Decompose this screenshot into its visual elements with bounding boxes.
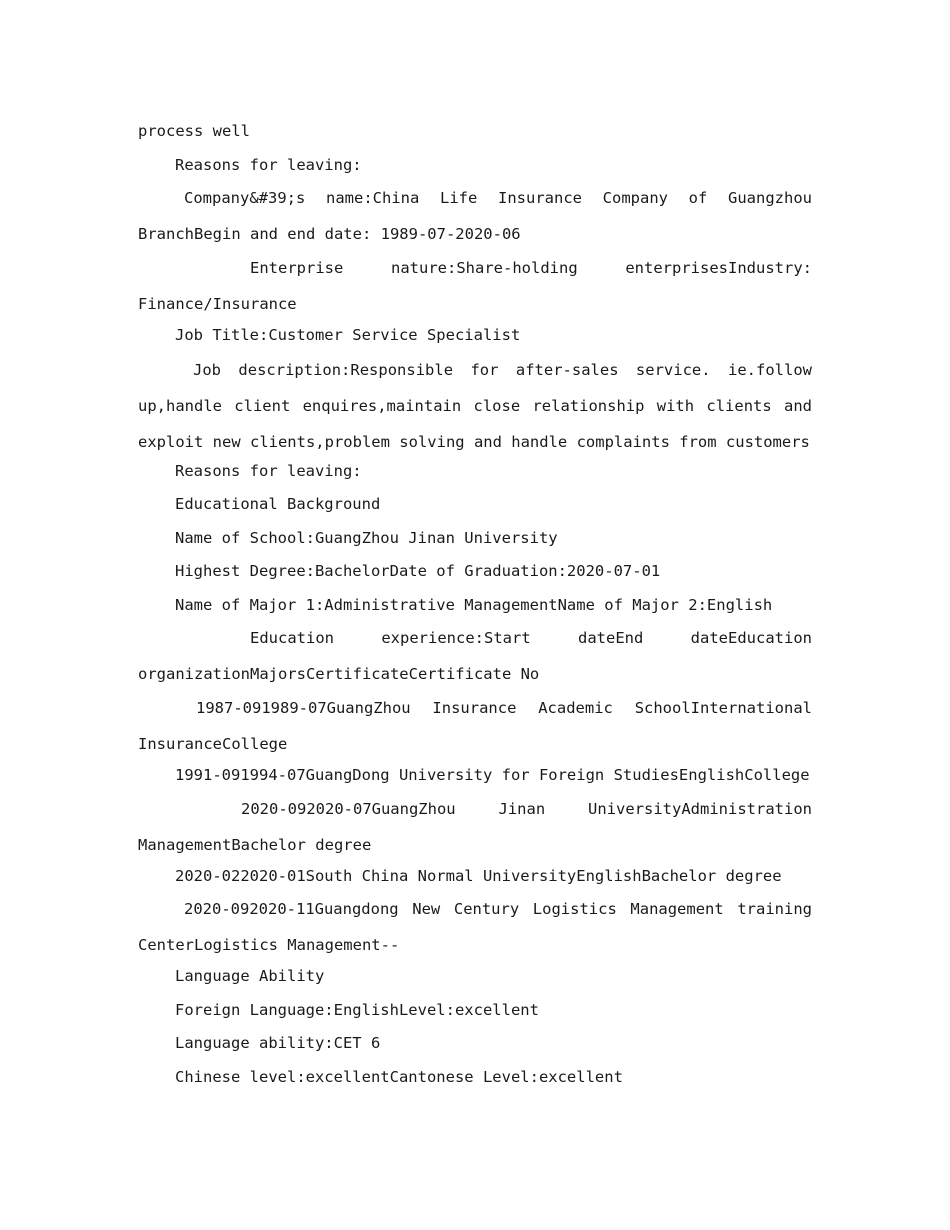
education-entry: 1987-091989-07GuangZhou Insurance Academic SchoolInternational InsuranceCollege [138,699,812,753]
enterprise-nature-paragraph: Enterprise nature:Share-holding enterprisesIndustry: Finance/Insurance [138,259,812,313]
education-entry: 2020-022020-01South China Normal UniversityEnglishBachelor degree [175,866,782,885]
language-ability-line: Language ability:CET 6 [175,1034,381,1052]
job-description-paragraph: Job description:Responsible for after-sales service. ie.follow up,handle client enquires,maintain close relationship with clients and exploit new clients,problem solving and handle complaints from customers [138,360,812,451]
text-line: process well [138,122,250,140]
school-name-line: Name of School:GuangZhou Jinan University [175,528,558,547]
chinese-level-line: Chinese level:excellentCantonese Level:excellent [175,1067,623,1086]
reasons-for-leaving-label: Reasons for leaving: [175,155,362,174]
education-experience-header: Education experience:Start dateEnd dateEducation organizationMajorsCertificateCertificate No [138,629,812,683]
job-title-line: Job Title:Customer Service Specialist [175,326,521,344]
section-heading-education: Educational Background [175,495,381,513]
document-page [138,118,812,1097]
company-name-paragraph: Company&#39;s name:China Life Insurance Company of Guangzhou BranchBegin and end date: 1989-07-2020-06 [138,189,812,243]
highest-degree-line: Highest Degree:BachelorDate of Graduation:2020-07-01 [175,562,661,580]
education-entry: 2020-092020-11Guangdong New Century Logistics Management training CenterLogistics Management-- [138,900,812,954]
education-entry: 2020-092020-07GuangZhou Jinan UniversityAdministration ManagementBachelor degree [138,799,812,854]
section-heading-language: Language Ability [175,967,325,985]
foreign-language-line: Foreign Language:EnglishLevel:excellent [175,1000,539,1019]
major-line: Name of Major 1:Administrative ManagementName of Major 2:English [175,595,773,614]
reasons-for-leaving-label: Reasons for leaving: [175,461,362,480]
education-entry: 1991-091994-07GuangDong University for Foreign StudiesEnglishCollege [175,766,810,784]
